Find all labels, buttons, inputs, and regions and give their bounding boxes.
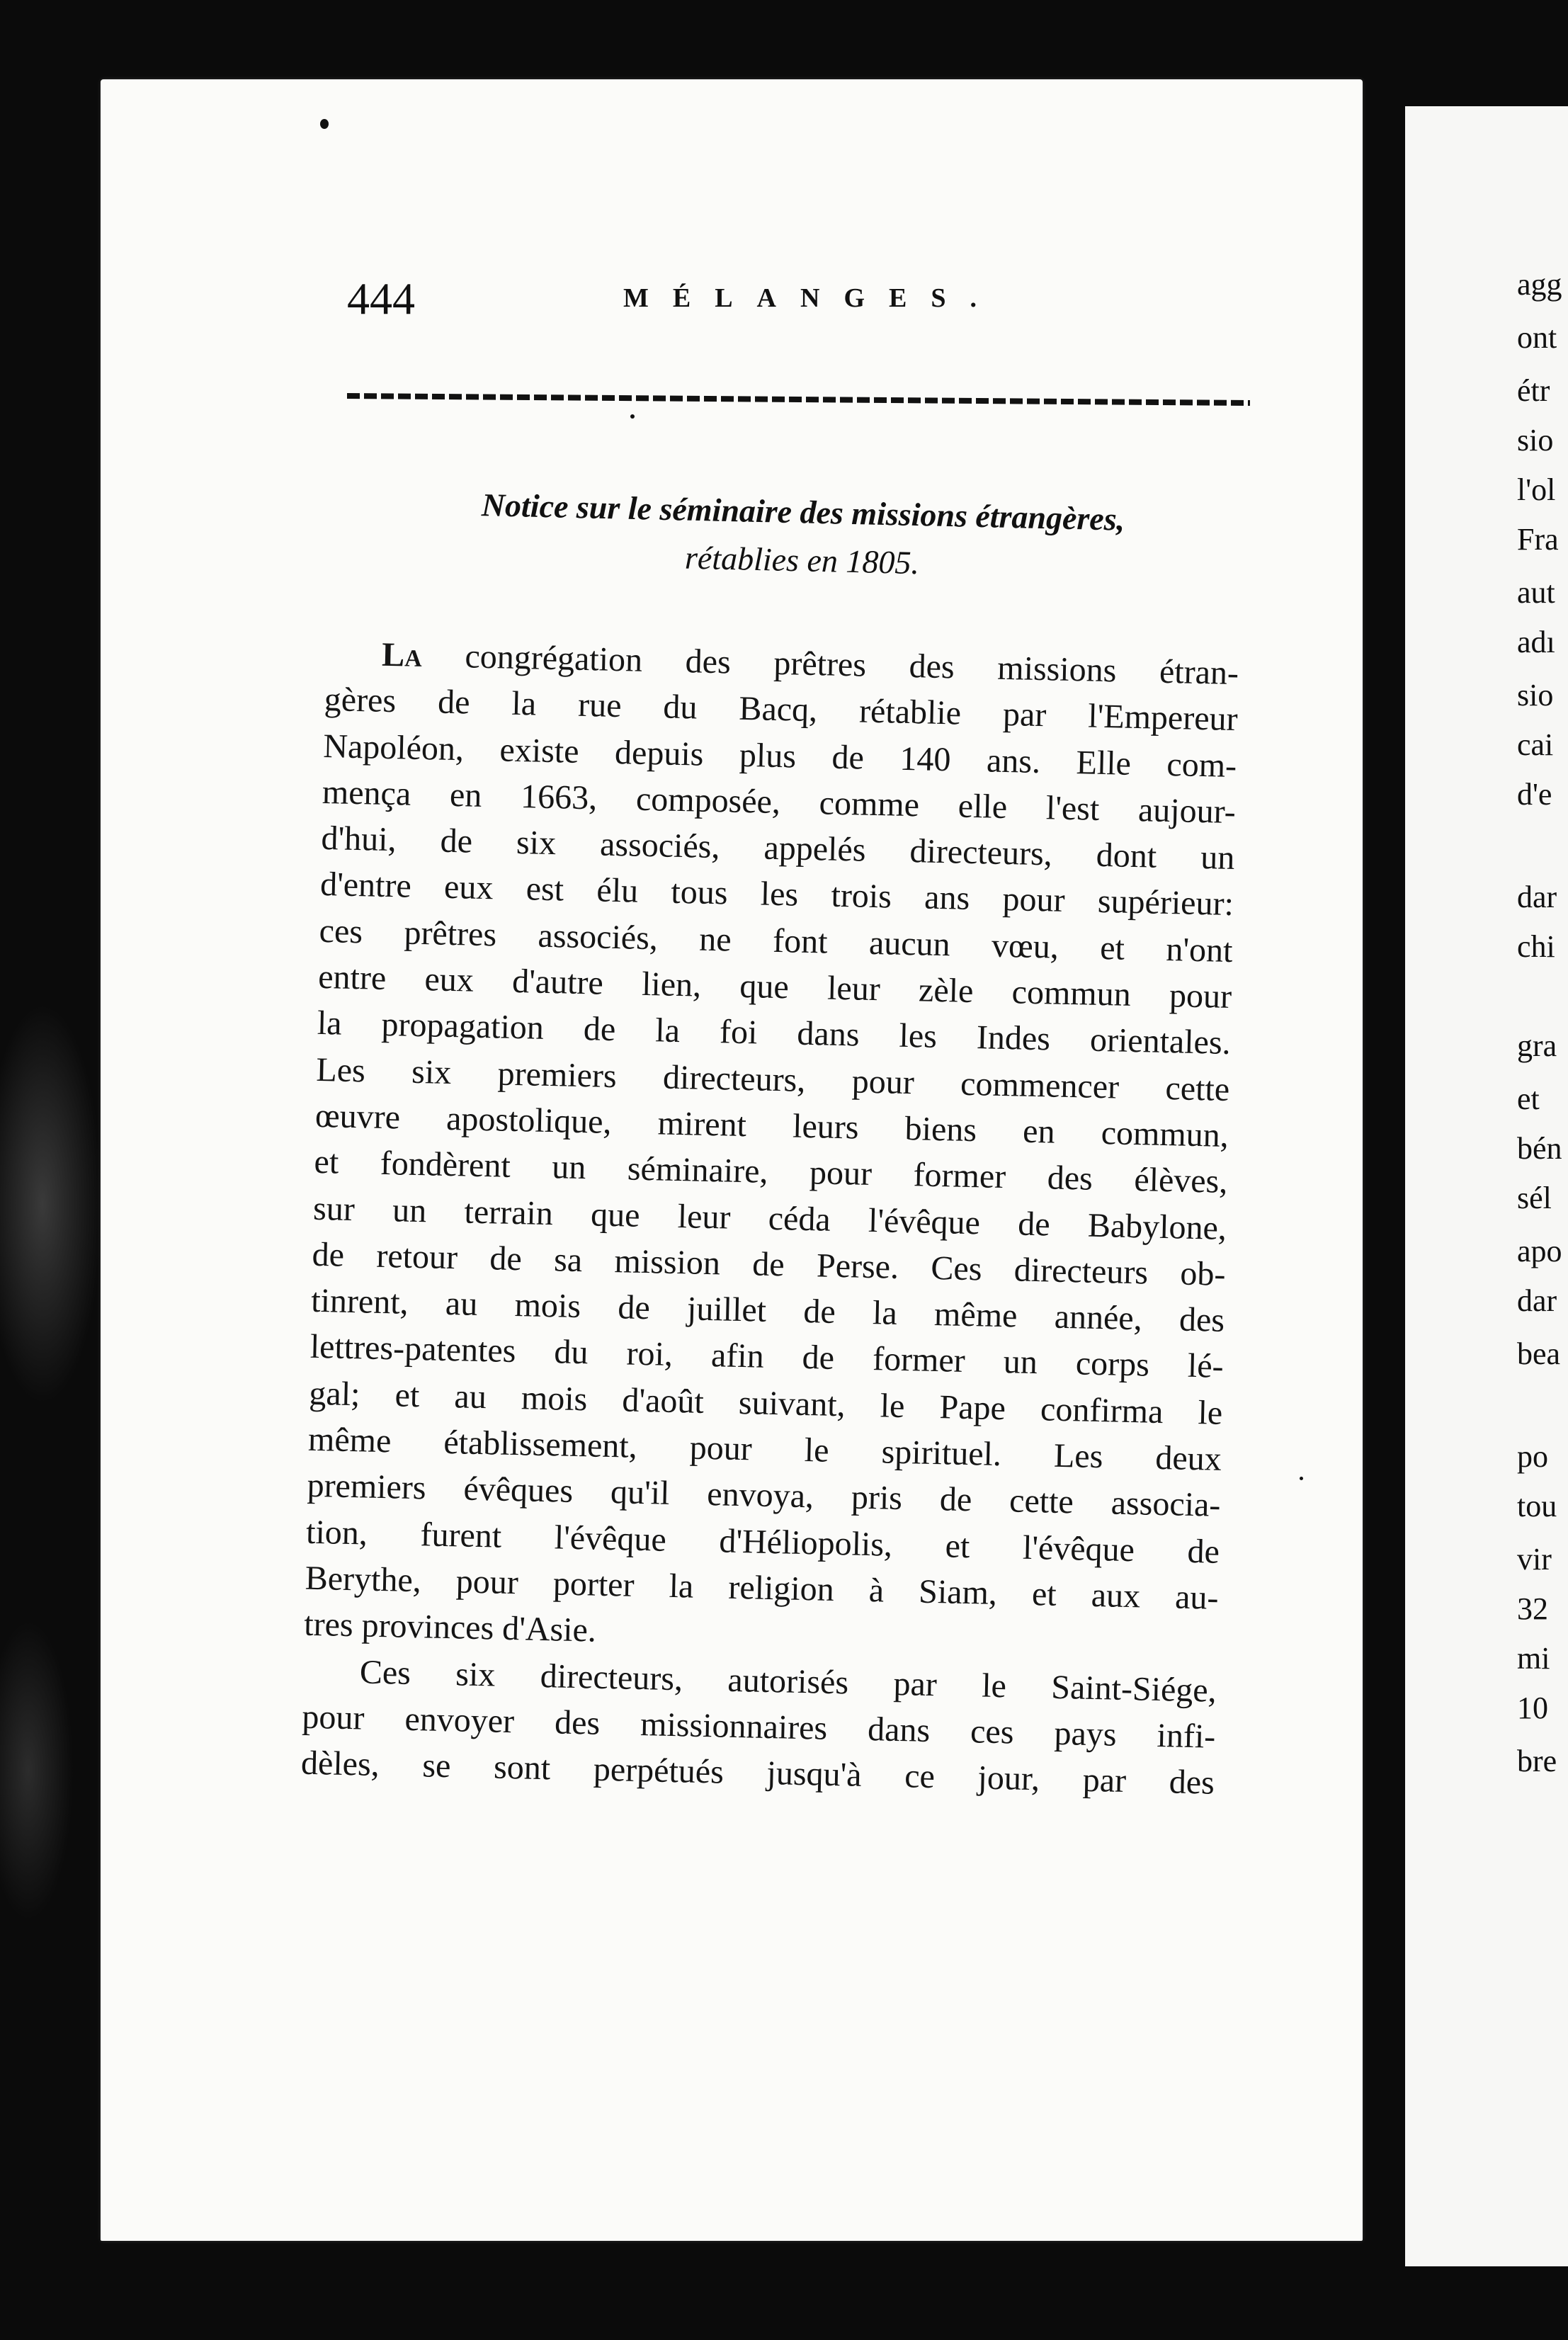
facing-page-fragment: aut bbox=[1517, 575, 1555, 610]
facing-page-fragment: étr bbox=[1517, 373, 1550, 408]
text-line: sur un terrain que leur céda l'évêque de Babylone, bbox=[312, 1189, 1227, 1247]
text-line: lettres-patentes du roi, afin de former un corps lé- bbox=[309, 1328, 1225, 1386]
facing-page-fragment: po bbox=[1517, 1439, 1548, 1474]
text-line: Ces six directeurs, autorisés par le Saint-Siége, bbox=[359, 1652, 1217, 1710]
ink-speck bbox=[1300, 1477, 1303, 1480]
text-line: tion, furent l'évêque d'Héliopolis, et l'évêque de bbox=[305, 1513, 1220, 1571]
title-line-2: rétablies en 1805. bbox=[684, 539, 920, 581]
initial-word: La bbox=[381, 635, 423, 674]
article-body bbox=[300, 630, 1239, 1806]
first-line-rest: congrégation des prêtres des missions étran- bbox=[421, 636, 1239, 693]
text-line: Berythe, pour porter la religion à Siam, et aux au- bbox=[305, 1559, 1220, 1617]
running-head: MÉLANGES. bbox=[623, 283, 1001, 313]
text-line: d'entre eux est élu tous les trois ans pour supérieur: bbox=[319, 865, 1234, 924]
text-line: gal; et au mois d'août suivant, le Pape confirma le bbox=[308, 1374, 1223, 1432]
text-line: d'hui, de six associés, appelés directeurs, dont un bbox=[321, 819, 1235, 877]
facing-page-fragment: ont bbox=[1517, 320, 1557, 355]
facing-page-fragment: sél bbox=[1517, 1181, 1552, 1215]
facing-page-fragment: tou bbox=[1517, 1489, 1557, 1523]
facing-page-fragment: dar bbox=[1517, 880, 1557, 914]
text-line: tinrent, au mois de juillet de la même année, des bbox=[310, 1281, 1225, 1340]
text-line: gères de la rue du Bacq, rétablie par l'Empereur bbox=[324, 681, 1239, 739]
text-line: tres provinces d'Asie. bbox=[303, 1605, 597, 1649]
facing-page-fragment: bre bbox=[1517, 1744, 1557, 1778]
facing-page-fragment: adı bbox=[1517, 625, 1555, 659]
facing-page bbox=[1405, 106, 1568, 2266]
page-number: 444 bbox=[347, 273, 415, 324]
text-line: dèles, se sont perpétués jusqu'à ce jour, par des bbox=[300, 1744, 1215, 1802]
facing-page-fragment: mi bbox=[1517, 1641, 1550, 1676]
text-line: mença en 1663, composée, comme elle l'est aujour- bbox=[322, 773, 1237, 831]
text-line: et fondèrent un séminaire, pour former des élèves, bbox=[314, 1143, 1228, 1201]
facing-page-fragment: Fra bbox=[1517, 522, 1559, 557]
ink-speck bbox=[630, 414, 635, 419]
text-line: entre eux d'autre lien, que leur zèle commun pour bbox=[317, 958, 1232, 1016]
text-line: œuvre apostolique, mirent leurs biens en commun, bbox=[314, 1096, 1229, 1154]
text-line: pour envoyer des missionnaires dans ces pays infi- bbox=[301, 1698, 1216, 1756]
facing-page-fragment: d'e bbox=[1517, 777, 1552, 812]
ink-speck bbox=[320, 119, 329, 129]
text-line: de retour de sa mission de Perse. Ces directeurs ob- bbox=[312, 1235, 1227, 1293]
facing-page-fragment: sio bbox=[1517, 678, 1554, 712]
text-line: Napoléon, existe depuis plus de 140 ans. Elle com- bbox=[322, 727, 1237, 785]
text-line: ces prêtres associés, ne font aucun vœu, et n'ont bbox=[319, 911, 1234, 970]
facing-page-fragment: et bbox=[1517, 1081, 1540, 1116]
facing-page-fragment: 10 bbox=[1517, 1691, 1548, 1725]
facing-page-fragment: cai bbox=[1517, 727, 1554, 762]
facing-page-fragment: vir bbox=[1517, 1542, 1552, 1577]
page-header bbox=[347, 273, 1254, 329]
facing-page-fragment: sio bbox=[1517, 423, 1554, 458]
facing-page-fragment: bén bbox=[1517, 1131, 1562, 1166]
facing-page-fragment: gra bbox=[1517, 1028, 1557, 1063]
text-line: la propagation de la foi dans les Indes orientales. bbox=[317, 1004, 1232, 1062]
text-line: Les six premiers directeurs, pour commencer cette bbox=[315, 1050, 1230, 1108]
text-line: premiers évêques qu'il envoya, pris de cette associa- bbox=[307, 1467, 1221, 1525]
text-line: même établissement, pour le spirituel. Les deux bbox=[307, 1420, 1222, 1478]
facing-page-fragment: agg bbox=[1517, 267, 1562, 302]
facing-page-fragment: 32 bbox=[1517, 1591, 1548, 1626]
facing-page-fragment: apo bbox=[1517, 1234, 1562, 1268]
facing-page-fragment: dar bbox=[1517, 1283, 1557, 1318]
facing-page-fragment: bea bbox=[1517, 1336, 1561, 1371]
article-title bbox=[352, 478, 1254, 595]
title-line-1: Notice sur le séminaire des missions étrangères, bbox=[481, 487, 1125, 538]
facing-page-fragment: chi bbox=[1517, 929, 1555, 964]
facing-page-fragment: l'ol bbox=[1517, 472, 1556, 507]
